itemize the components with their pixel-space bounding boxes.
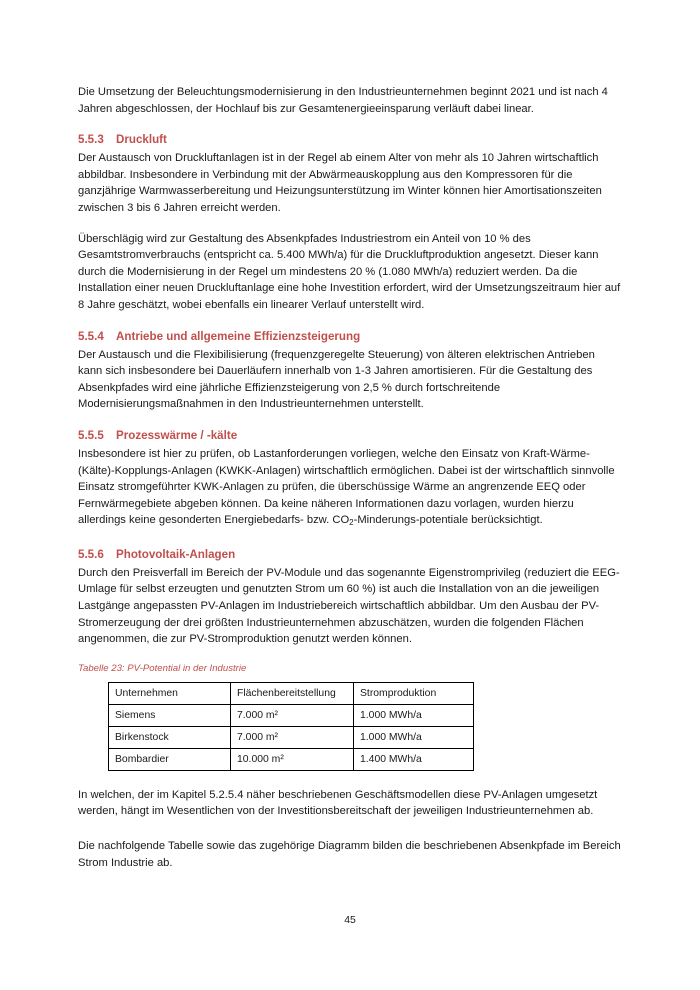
table-caption: Tabelle 23: PV-Potential in der Industrie [78, 662, 247, 674]
table-cell: Siemens [109, 704, 231, 726]
table-cell: Bombardier [109, 748, 231, 770]
section-553-paragraph-1: Der Austausch von Druckluftanlagen ist in der Regel ab einem Alter von mehr als 10 Jahren wirtschaftlich abbildbar. Insbesondere in Verbindung mit der Abwärmeauskopplung aus den Kompressoren für die ganzjährige Warmwasserbereitung und Heizungsunterstützung im Winter können hier Amortisationszeiten zwischen 3 bis 6 Jahren erreicht werden. [78, 152, 602, 214]
table-cell: Birkenstock [109, 726, 231, 748]
section-553-paragraph-2: Überschlägig wird zur Gestaltung des Absenkpfades Industriestrom ein Anteil von 10 % des Gesamtstromverbrauchs (entspricht ca. 5.400 MWh/a) für die Druckluftproduktion angesetzt. Dieser kann durch die Modernisierung in der Regel um mindestens 20 % (1.080 MWh/a) reduziert werden. Da die Installation einer neuen Druckluftanlage eine hohe Investition erfordert, wird der Umsetzungszeitraum hier auf 8 Jahre geschätzt, wobei ebenfalls ein linearer Verlauf unterstellt wird. [78, 232, 621, 311]
section-number: 5.5.5 [78, 428, 104, 442]
section-title: Druckluft [116, 133, 167, 147]
section-heading-556 [78, 546, 622, 563]
table-cell: 7.000 m² [231, 704, 354, 726]
section-number: 5.5.3 [78, 133, 104, 147]
table-cell: 1.000 MWh/a [354, 726, 474, 748]
section-heading-554 [78, 328, 622, 345]
table-row [109, 748, 474, 770]
table-cell: 1.400 MWh/a [354, 748, 474, 770]
page-number: 45 [344, 915, 356, 926]
section-heading-555 [78, 427, 622, 444]
closing-paragraph-2: Die nachfolgende Tabelle sowie das zugehörige Diagramm bilden die beschriebenen Absenkpfade im Bereich Strom Industrie ab. [78, 840, 621, 869]
table-header-cell: Unternehmen [109, 682, 231, 704]
section-heading-553 [78, 131, 622, 148]
table-header-cell: Stromproduktion [354, 682, 474, 704]
section-title: Prozesswärme / -kälte [116, 428, 238, 442]
section-number: 5.5.6 [78, 547, 104, 561]
pv-potential-table [108, 682, 474, 771]
section-555-paragraph-1: Insbesondere ist hier zu prüfen, ob Lastanforderungen vorliegen, welche den Einsatz von Kraft-Wärme-(Kälte)-Kopplungs-Anlagen (KWKK-Anlagen) wirtschaftlich ermöglichen. Dabei ist der wirtschaftlich sinnvolle Einsatz stromgeführter KWK-Anlagen zu prüfen, die überschüssige Wärme an angrenzende EEQ oder Fernwärmegebiete abgeben können. Da keine näheren Informationen dazu vorlagen, wurden hierzu allerdings keine gesonderten Energiebedarfs- bzw. $CO_2-Minderungs$-potentiale berücksichtigt. [78, 447, 615, 528]
section-number: 5.5.4 [78, 329, 104, 343]
intro-paragraph: Die Umsetzung der Beleuchtungsmodernisierung in den Industrieunternehmen beginnt 2021 und ist nach 4 Jahren abgeschlossen, der Hochlauf bis zur Gesamtenergieeinsparung verläuft dabei linear. [78, 86, 608, 115]
section-554-paragraph-1: Der Austausch und die Flexibilisierung (frequenzgeregelte Steuerung) von älteren elektrischen Antrieben kann sich insbesondere bei Dauerläufern innerhalb von 1-3 Jahren amortisieren. Für die Gestaltung des Absenkpfades wird eine jährliche Effizienzsteigerung von 2,5 % durch fortschreitende Modernisierungsmaßnahmen in den Industrieunternehmen unterstellt. [78, 348, 595, 411]
closing-paragraph-1: In welchen, der im Kapitel 5.2.5.4 näher beschriebenen Geschäftsmodellen diese PV-Anlagen umgesetzt werden, hängt im Wesentlichen von der Investitionsbereitschaft der jeweiligen Industrieunternehmen ab. [78, 788, 598, 818]
table-header-row [109, 682, 474, 704]
section-title: Antriebe und allgemeine Effizienzsteigerung [116, 329, 361, 343]
table-row [109, 726, 474, 748]
table-row [109, 704, 474, 726]
table-cell: 10.000 m² [231, 748, 354, 770]
table-cell: 7.000 m² [231, 726, 354, 748]
table-header-cell: Flächenbereitstellung [231, 682, 354, 704]
section-title: Photovoltaik-Anlagen [116, 547, 236, 561]
section-556-paragraph-1: Durch den Preisverfall im Bereich der PV-Module und das sogenannte Eigenstromprivileg (reduziert die EEG-Umlage für selbst erzeugten und genutzten Strom um 60 %) ist auch die Installation von an die jeweiligen Lastgänge angepassten PV-Anlagen im Industriebereich wirtschaftlich abbildbar. Um den Ausbau der PV-Stromerzeugung der drei größten Industrieunternehmen abzuschätzen, wurden die folgenden Flächen angenommen, die zur PV-Stromproduktion genutzt werden können. [78, 566, 620, 646]
table-cell: 1.000 MWh/a [354, 704, 474, 726]
